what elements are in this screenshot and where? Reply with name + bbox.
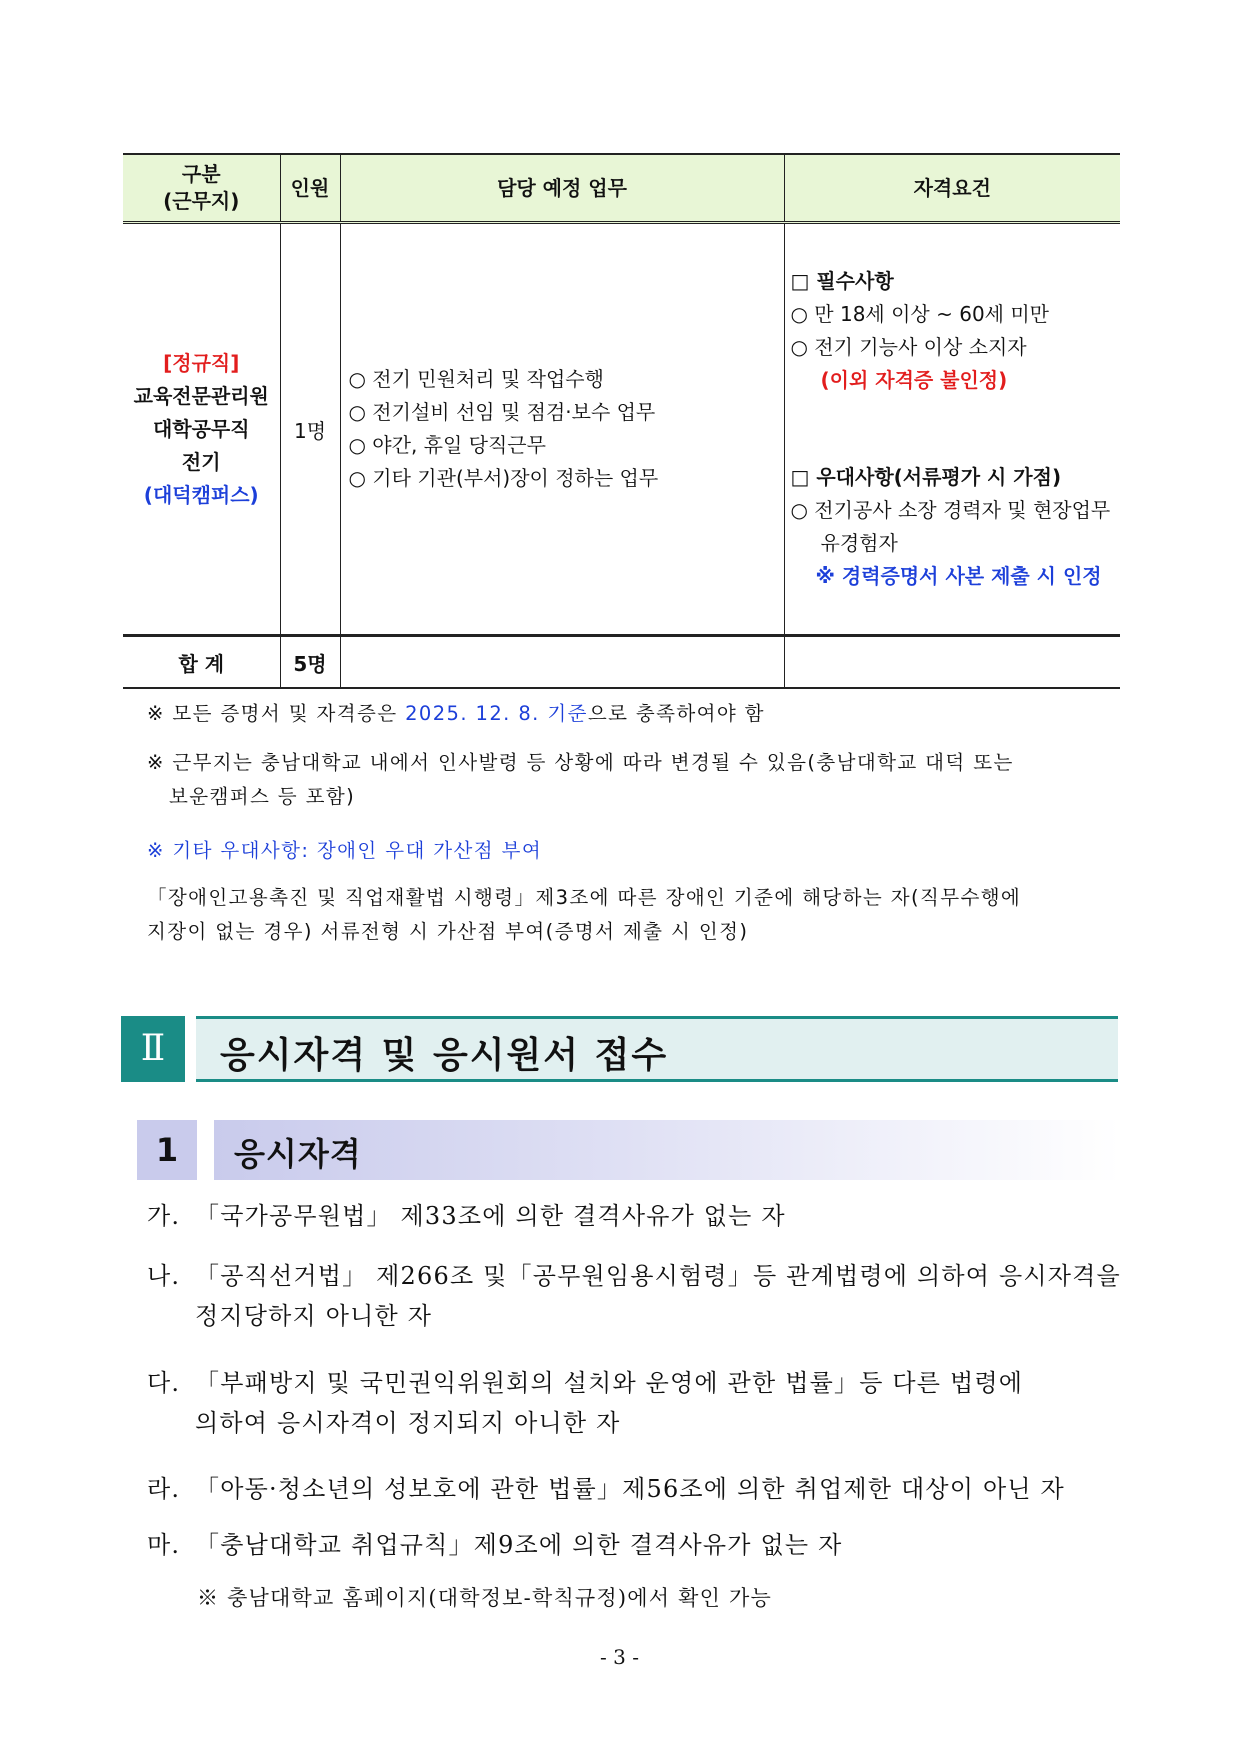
preferred-item: ○ 전기공사 소장 경력자 및 현장업무	[790, 498, 1111, 522]
duty-item: ○ 야간, 휴일 당직근무	[348, 433, 546, 457]
total-empty-1	[340, 636, 784, 689]
required-title: □ 필수사항	[790, 269, 894, 293]
section-title: 응시자격 및 응시원서 접수	[220, 1035, 669, 1076]
note-deadline-pre: ※ 모든 증명서 및 자격증은	[147, 702, 406, 725]
list-text-cont: 의하여 응시자격이 정지되지 아니한 자	[195, 1409, 621, 1437]
total-empty-2	[784, 636, 1120, 689]
subsection-title: 응시자격	[234, 1135, 362, 1173]
preferred-item-cont: 유경험자	[820, 531, 898, 555]
page-number: - 3 -	[600, 1645, 639, 1669]
section-number: Ⅱ	[121, 1016, 185, 1082]
category-line3: 대학공무직	[152, 416, 250, 441]
subsection-number: 1	[137, 1120, 197, 1180]
list-marker: 가.	[147, 1202, 181, 1230]
list-text: 「아동·청소년의 성보호에 관한 법률」제56조에 의한 취업제한 대상이 아닌 자	[195, 1475, 1065, 1503]
total-label: 합 계	[123, 636, 280, 689]
total-count: 5명	[280, 636, 340, 689]
list-marker: 다.	[147, 1369, 181, 1397]
note-disability	[147, 881, 1021, 949]
note-workplace-line1: ※ 근무지는 충남대학교 내에서 인사발령 등 상황에 따라 변경될 수 있음(충남대학교 대덕 또는	[147, 751, 1014, 774]
list-marker: 나.	[147, 1262, 181, 1290]
list-marker: 라.	[147, 1475, 181, 1503]
list-text: 「충남대학교 취업규칙」제9조에 의한 결격사유가 없는 자	[195, 1531, 843, 1559]
required-item: ○ 전기 기능사 이상 소지자	[790, 335, 1027, 359]
duty-item: ○ 기타 기관(부서)장이 정하는 업무	[348, 466, 659, 490]
preferred-note: ※ 경력증명서 사본 제출 시 인정	[815, 564, 1102, 588]
list-item	[147, 1363, 1023, 1443]
list-text: 「공직선거법」 제266조 및「공무원임용시험령」등 관계법령에 의하여 응시자격을	[195, 1262, 1121, 1290]
header-category-line1: 구분	[181, 162, 221, 186]
list-item	[147, 1525, 842, 1565]
required-item: ○ 만 18세 이상 ~ 60세 미만	[790, 302, 1049, 326]
cell-category	[123, 223, 280, 636]
list-text: 「국가공무원법」 제33조에 의한 결격사유가 없는 자	[195, 1202, 786, 1230]
cell-duties	[340, 223, 784, 636]
note-deadline-date: 2025. 12. 8. 기준	[405, 702, 588, 725]
header-qualifications: 자격요건	[784, 154, 1120, 223]
note-preference: ※ 기타 우대사항: 장애인 우대 가산점 부여	[147, 839, 543, 862]
category-line4: 전기	[181, 449, 221, 474]
category-campus: (대덕캠퍼스)	[143, 482, 259, 507]
note-disability-line2: 지장이 없는 경우) 서류전형 시 가산점 부여(증명서 제출 시 인정)	[147, 920, 749, 943]
list-marker: 마.	[147, 1531, 181, 1559]
duty-item: ○ 전기 민원처리 및 작업수행	[348, 367, 604, 391]
list-item	[147, 1196, 786, 1236]
cell-count: 1명	[280, 223, 340, 636]
header-category-line2: (근무지)	[163, 189, 240, 213]
header-category	[123, 154, 280, 223]
recruitment-table	[123, 153, 1120, 689]
note-disability-line1: 「장애인고용촉진 및 직업재활법 시행령」제3조에 따른 장애인 기준에 해당하는 자(직무수행에	[147, 886, 1022, 909]
note-workplace	[147, 746, 1014, 814]
note-deadline-post: 으로 충족하여야 함	[587, 702, 765, 725]
table-row	[123, 223, 1120, 636]
duty-item: ○ 전기설비 선임 및 점검·보수 업무	[348, 400, 656, 424]
list-text-cont: 정지당하지 아니한 자	[195, 1302, 433, 1330]
header-count: 인원	[280, 154, 340, 223]
category-type: [정규직]	[163, 350, 240, 375]
note-workplace-line2: 보운캠퍼스 등 포함)	[169, 785, 356, 808]
preferred-title: □ 우대사항(서류평가 시 가점)	[790, 465, 1062, 489]
table-total-row	[123, 636, 1120, 689]
header-duties: 담당 예정 업무	[340, 154, 784, 223]
list-item	[147, 1256, 1121, 1336]
cell-qualifications	[784, 223, 1120, 636]
table-header-row	[123, 154, 1120, 223]
required-note: (이외 자격증 불인정)	[820, 368, 1008, 392]
list-text: 「부패방지 및 국민권익위원회의 설치와 운영에 관한 법률」등 다른 법령에	[195, 1369, 1024, 1397]
category-line2: 교육전문관리원	[133, 383, 269, 408]
list-note: ※ 충남대학교 홈페이지(대학정보-학칙규정)에서 확인 가능	[197, 1586, 772, 1610]
note-deadline	[147, 697, 765, 731]
list-item	[147, 1469, 1065, 1509]
